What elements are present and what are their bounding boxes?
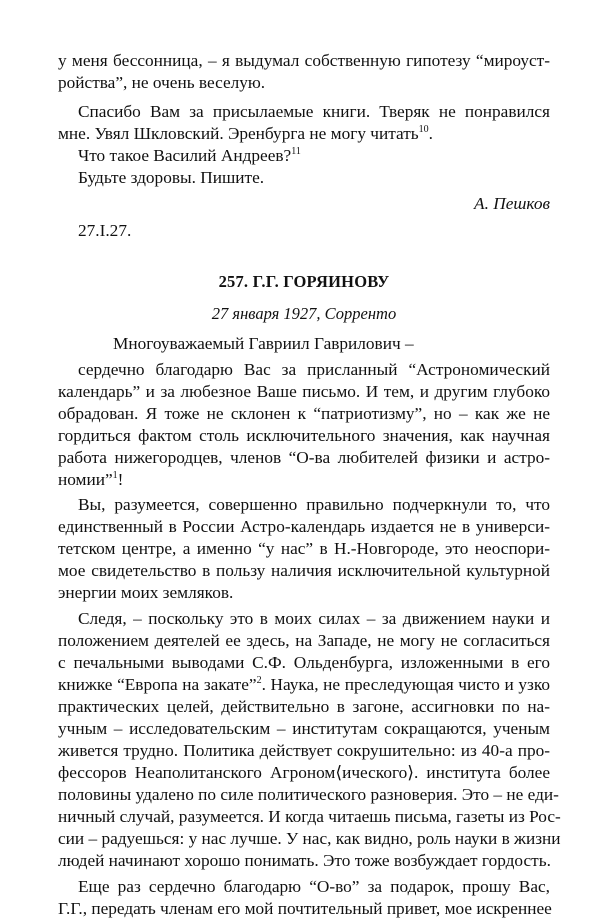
text-line: Еще раз сердечно благодарю “О-во” за подарок, прошу Вас, — [78, 877, 550, 896]
text-line: гордиться фактом столь исключительного значения, как научная — [58, 426, 550, 445]
footnote-marker: 2 — [256, 675, 262, 687]
text-line: фессоров Неаполитанского Агроном⟨ического⟩. института более — [58, 763, 550, 782]
text-line: Вы, разумеется, совершенно правильно подчеркнули то, что — [78, 495, 550, 514]
text-line: энергии моих земляков. — [58, 583, 234, 602]
letter-heading: 257. Г.Г. ГОРЯИНОВУ — [218, 272, 390, 291]
salutation: Многоуважаемый Гавриил Гаврилович – — [113, 334, 414, 353]
text-line: учным – исследовательским – институтам сокращаются, ученым — [58, 719, 550, 738]
signature: А. Пешков — [474, 194, 550, 213]
text-line: сии – радуешься: у нас лучше. У нас, как видно, роль науки в жизни — [58, 829, 561, 848]
footnote-marker: 1 — [112, 470, 118, 482]
text-line: мое свидетельство в пользу наличия исключительной культурной — [58, 561, 550, 580]
text-line: Следя, – поскольку это в моих силах – за движением науки и — [78, 609, 550, 628]
text-line: Будьте здоровы. Пишите. — [78, 168, 265, 187]
text-line: людей начинают хорошо понимать. Это тоже возбуждает гордость. — [58, 851, 551, 870]
footnote-marker: 10 — [418, 124, 429, 136]
text-line: номии”$^1$! — [58, 470, 124, 489]
text-line: Г.Г., передать членам его мой почтительный привет, мое искреннее — [58, 899, 552, 918]
text-line: обрадован. Я тоже не склонен к “патриотизму”, но – как же не — [58, 404, 550, 423]
text-line: живется трудно. Политика действует сокрушительно: из 40-а про- — [58, 741, 550, 760]
text-line: книжке “Европа на закате”$^2$. Наука, не преследующая чисто и узко — [58, 675, 550, 694]
letter-date: 27.I.27. — [78, 221, 132, 240]
text-line: тетском центре, а именно “у нас” в Н.-Новгороде, это неоспори- — [58, 539, 550, 558]
text-line: Что такое Василий Андреев?$^{11}$ — [78, 146, 301, 165]
text-line: практических целей, действительно в загоне, ассигновки по на- — [58, 697, 550, 716]
text-line: с печальными выводами С.Ф. Ольденбурга, изложенными в его — [58, 653, 550, 672]
text-line: ройства”, не очень веселую. — [58, 73, 266, 92]
letter-date-place: 27 января 1927, Сорренто — [211, 304, 397, 323]
text-line: календарь” и за любезное Ваше письмо. И тем, и другим глубоко — [58, 382, 550, 401]
text-line: мне. Увял Шкловский. Эренбурга не могу читать$^{10}$. — [58, 124, 433, 143]
text-line: единственный в России Астро-календарь издается не в универси- — [58, 517, 550, 536]
footnote-marker: 11 — [291, 146, 301, 158]
text-line: ничный случай, разумеется. И когда читаешь письма, газеты из Рос- — [58, 807, 561, 826]
text-line: положением деятелей ее здесь, на Западе, не могу не согласиться — [58, 631, 550, 650]
text-line: у меня бессонница, – я выдумал собственную гипотезу “мироуст- — [58, 51, 550, 70]
text-line: Спасибо Вам за присылаемые книги. Тверяк не понравился — [78, 102, 550, 121]
text-line: сердечно благодарю Вас за присланный “Астрономический — [78, 360, 550, 379]
text-line: работа нижегородцев, членов “О-ва любителей физики и астро- — [58, 448, 550, 467]
text-line: половины удалено по силе политического разноверия. Это – не еди- — [58, 785, 559, 804]
